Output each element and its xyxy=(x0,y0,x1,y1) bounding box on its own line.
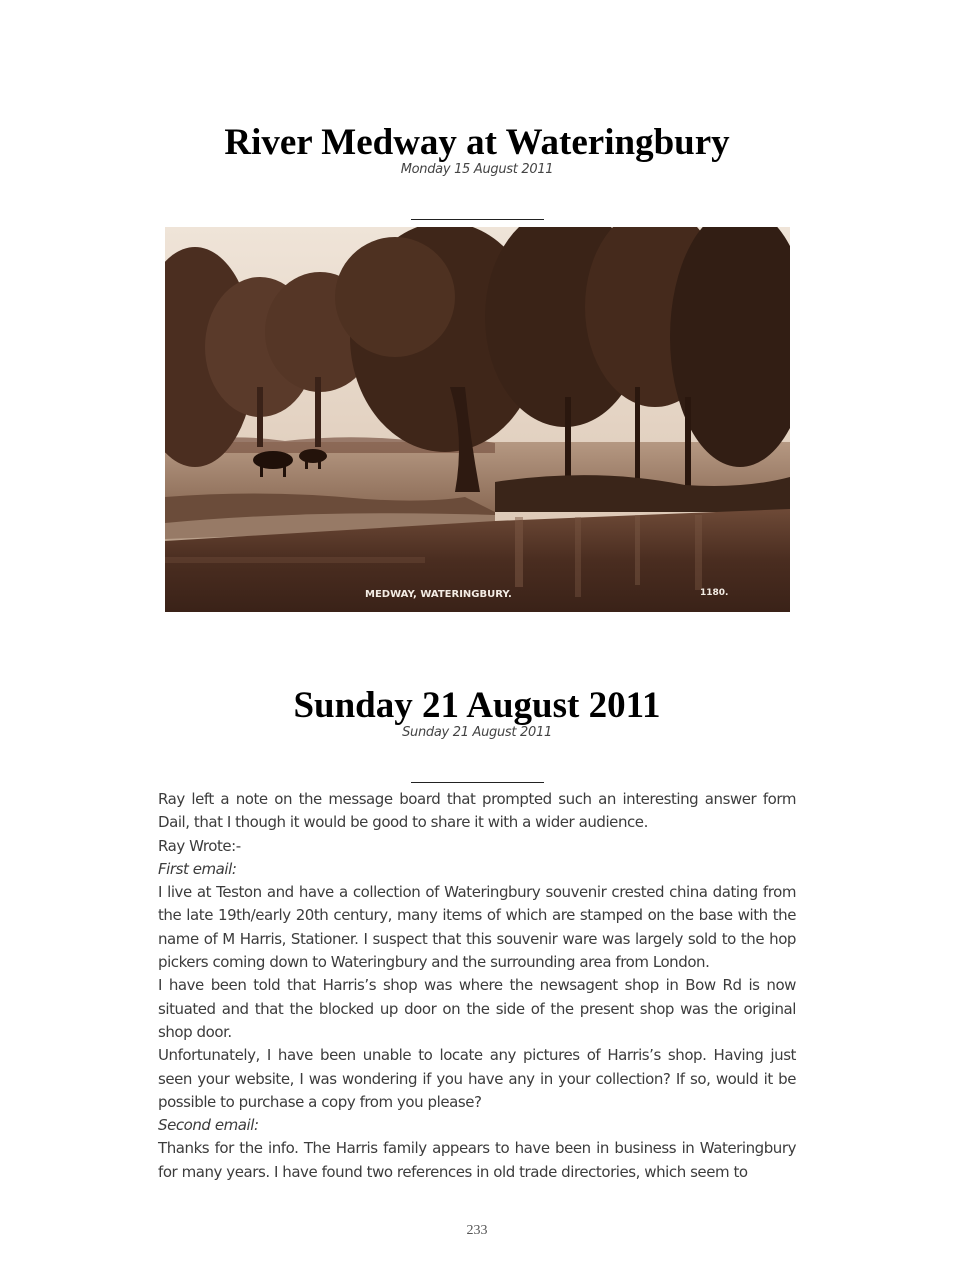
email-label: Second email: xyxy=(158,1116,259,1135)
paragraph: Ray left a note on the message board that prompted such an interesting answer form Dail, that I though it would be good to share it with a wider audience. xyxy=(158,790,796,832)
paragraph: Thanks for the info. The Harris family appears to have been in business in Wateringbury for many years. I have found two references in old trade directories, which seem to xyxy=(158,1139,796,1181)
photo-number: 1180. xyxy=(700,588,729,598)
paragraph: I live at Teston and have a collection of Wateringbury souvenir crested china dating from the late 19th/early 20th century, many items of which are stamped on the base with the name of M Harris, Stationer. I suspect that this souvenir ware was largely sold to the hop pickers coming down to Wateringbury and the surrounding area from London. xyxy=(158,883,796,972)
post-title-sunday: Sunday 21 August 2011 xyxy=(293,685,661,726)
paragraph: I have been told that Harris’s shop was where the newsagent shop in Bow Rd is now situated and that the blocked up door on the side of the present shop was the original shop door. xyxy=(158,976,796,1041)
post-date-2: Sunday 21 August 2011 xyxy=(402,725,552,740)
sepia-photo-river-medway xyxy=(165,227,790,612)
email-label: First email: xyxy=(158,859,237,878)
paragraph: Ray Wrote:- xyxy=(158,836,241,855)
divider-rule-2 xyxy=(411,782,544,783)
post-date-1: Monday 15 August 2011 xyxy=(400,162,554,177)
post-body xyxy=(158,788,796,1184)
paragraph: Unfortunately, I have been unable to locate any pictures of Harris’s shop. Having just seen your website, I was wondering if you have any in your collection? If so, would it be possible to purchase a copy from you please? xyxy=(158,1046,796,1111)
post-title-river-medway: River Medway at Wateringbury xyxy=(224,122,730,163)
photo-caption: MEDWAY, WATERINGBURY. xyxy=(365,589,512,600)
divider-rule-1 xyxy=(411,219,544,220)
page-number: 233 xyxy=(466,1223,488,1238)
